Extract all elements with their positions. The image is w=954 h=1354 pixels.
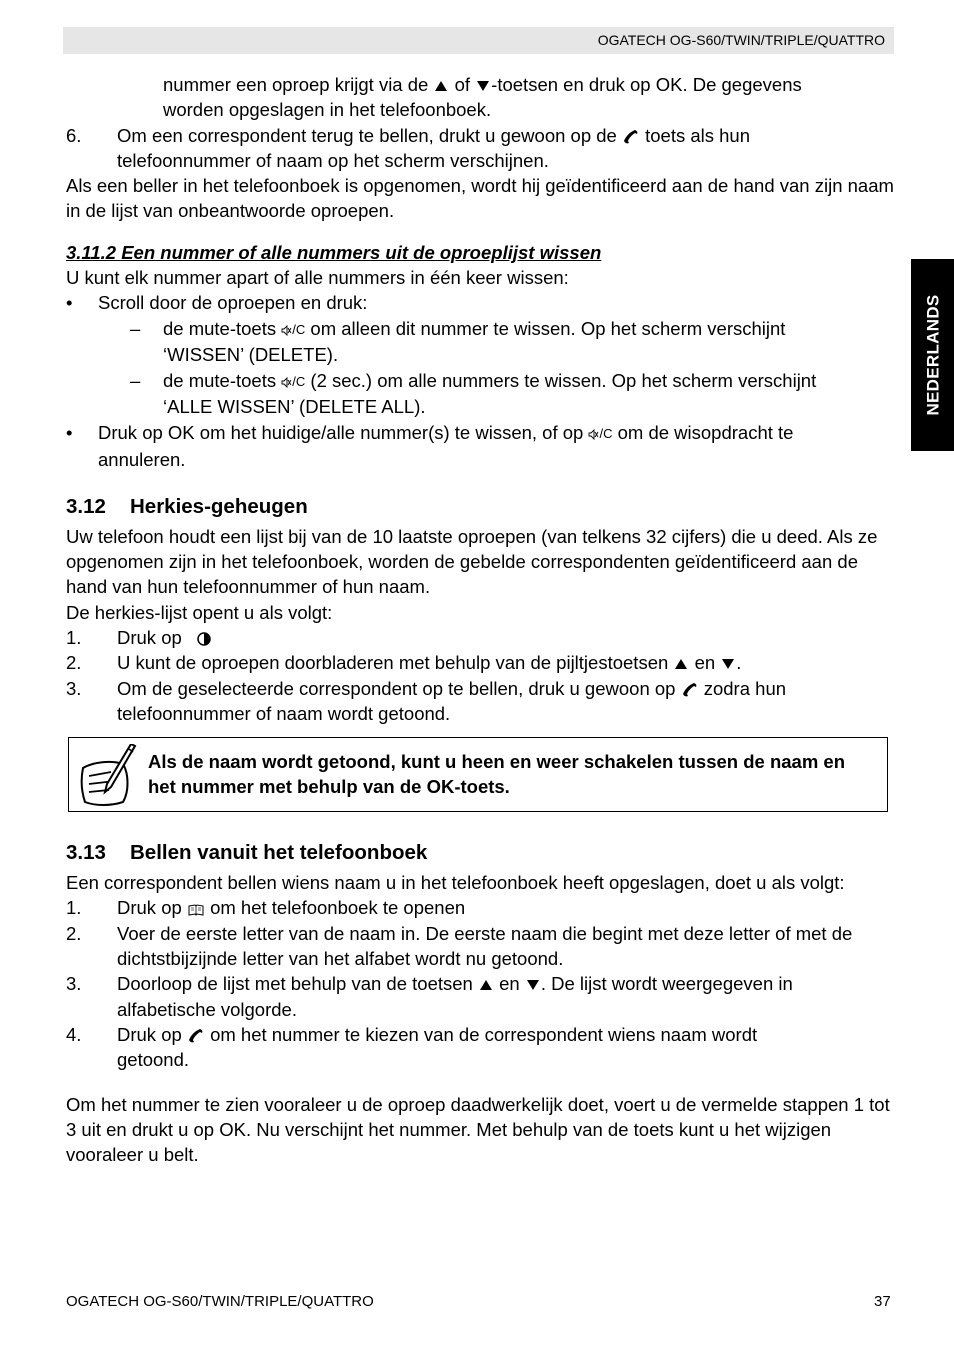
step-6: 6. Om een correspondent terug te bellen, drukt u gewoon op de toets als hun telefoonnummer of naam op het scherm verschijnen. (66, 124, 751, 171)
phone-handset-icon (187, 1027, 205, 1045)
page-number: 37 (874, 1293, 891, 1310)
note-pencil-icon (77, 744, 137, 808)
section-3-13-closing: Om het nummer te zien vooraleer u de oproep daadwerkelijk doet, voert u de vermelde stappen 1 tot 3 uit en drukt u op OK. Nu verschijnt het nummer. Met behulp van de toets kunt u het wijzigen vooraleer u belt. (66, 1093, 890, 1166)
phonebook-icon (187, 903, 205, 917)
phone-handset-icon (622, 128, 640, 146)
dash-delete-all: – de mute-toets /C (2 sec.) om alle nummers te wissen. Op het scherm verschijnt ‘ALLE WISSEN’ (DELETE ALL). (130, 369, 817, 418)
header-band (63, 27, 894, 54)
note-box (68, 737, 888, 812)
section-3-11-2-intro: U kunt elk nummer apart of alle nummers in één keer wissen: (66, 267, 569, 289)
arrow-up-icon (673, 657, 689, 671)
arrow-down-icon (720, 657, 736, 671)
phonebook-step-1: 1. Druk op om het telefoonboek te openen (66, 897, 466, 919)
arrow-up-icon (478, 978, 494, 992)
dash-delete-one: – de mute-toets /C om alleen dit nummer te wissen. Op het scherm verschijnt ‘WISSEN’ (DELETE). (130, 317, 786, 366)
intro-paragraph: Als een beller in het telefoonboek is opgenomen, wordt hij geïdentificeerd aan de hand van zijn naam in de lijst van onbeantwoorde oproepen. (66, 175, 894, 222)
intro-continuation: nummer een oproep krijgt via de of -toetsen en druk op OK. De gegevens worden opgeslagen in het telefoonboek. (163, 74, 802, 121)
section-3-12-lead: De herkies-lijst opent u als volgt: (66, 601, 333, 623)
section-3-13-heading: 3.13 Bellen vanuit het telefoonboek (66, 841, 428, 865)
mute-key-icon: /C (281, 369, 305, 394)
note-text: Als de naam wordt getoond, kunt u heen en weer schakelen tussen de naam en het nummer met behulp van de OK-toets. (148, 751, 846, 798)
phonebook-step-4: 4. Druk op om het nummer te kiezen van de correspondent wiens naam wordt getoond. (66, 1023, 758, 1071)
phone-handset-icon (681, 681, 699, 699)
mute-key-icon: /C (588, 421, 612, 446)
section-3-13-paragraph: Een correspondent bellen wiens naam u in het telefoonboek heeft opgeslagen, doet u als volgt: (66, 872, 845, 894)
redial-step-3: 3. Om de geselecteerde correspondent op te bellen, druk u gewoon op zodra hun telefoonnummer of naam wordt getoond. (66, 677, 787, 724)
language-tab (911, 259, 954, 451)
phonebook-step-3: 3. Doorloop de lijst met behulp van de toetsen en . De lijst wordt weergegeven in alfabetische volgorde. (66, 973, 793, 1020)
phonebook-step-2: 2. Voer de eerste letter van de naam in. De eerste naam die begint met deze letter of met de dichtstbijzijnde letter van het alfabet wordt nu getoond. (66, 922, 853, 970)
redial-step-2: 2. U kunt de oproepen doorbladeren met behulp van de pijltjestoetsen en . (66, 652, 742, 674)
arrow-down-icon (475, 79, 491, 93)
bullet-confirm: • Druk op OK om het huidige/alle nummer(s) te wissen, of op /C om de wisopdracht te annuleren. (66, 421, 794, 470)
section-3-12-heading: 3.12 Herkies-geheugen (66, 494, 308, 518)
arrow-up-icon (433, 79, 449, 93)
mute-key-icon: /C (281, 317, 305, 342)
redial-key-icon (193, 631, 215, 647)
arrow-down-icon (525, 978, 541, 992)
page-content (66, 72, 896, 1167)
header-title: OGATECH OG-S60/TWIN/TRIPLE/QUATTRO (597, 32, 885, 48)
language-tab-label: NEDERLANDS (922, 294, 942, 416)
footer-title: OGATECH OG-S60/TWIN/TRIPLE/QUATTRO (66, 1293, 374, 1310)
redial-step-1: 1. Druk op (66, 625, 896, 650)
section-3-11-2-heading: 3.11.2 Een nummer of alle nummers uit de oproeplijst wissen (66, 241, 602, 263)
section-3-12-paragraph: Uw telefoon houdt een lijst bij van de 10 laatste oproepen (van telkens 32 cijfers) die u deed. Als ze opgenomen zijn in het telefoonboek, worden de gebelde correspondenten geïdentificeerd aan de hand van hun telefoonnummer of hun naam. (66, 525, 878, 598)
bullet-scroll: • Scroll door de oproepen en druk: (66, 292, 368, 314)
